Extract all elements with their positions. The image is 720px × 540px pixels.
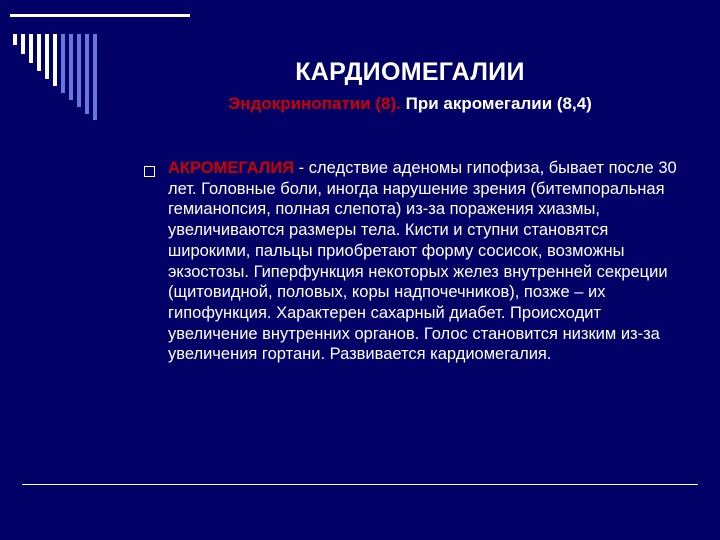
bullet-text: - следствие аденомы гипофиза, бывает после 30 лет. Головные боли, иногда нарушение зрения (битемпоральная гемианопсия, полная слепота) из-за поражения хиазмы, увеличиваются размеры тела. Кисти и ступни становятся широкими, пальцы приобретают форму сосисок, возможны экзостозы. Гиперфункция некоторых желез внутренней секреции (щитовидной, половых, коры надпочечников), позже – их гипофункция. Характерен сахарный диабет. Происходит увеличение внутренних органов. Голос становится низким из-за увеличения гортани. Развивается кардиомегалия. [168,159,677,364]
subtitle-red-part: Эндокринопатии (8). [228,94,406,113]
square-bullet-icon [144,166,155,177]
bullet-term: АКРОМЕГАЛИЯ [168,159,295,177]
bullet-paragraph [168,158,680,365]
subtitle-white-part: При акромегалии (8,4) [405,94,592,113]
slide-subtitle [150,94,670,114]
bottom-divider [22,484,698,485]
slide-title: КАРДИОМЕГАЛИИ [295,58,525,86]
